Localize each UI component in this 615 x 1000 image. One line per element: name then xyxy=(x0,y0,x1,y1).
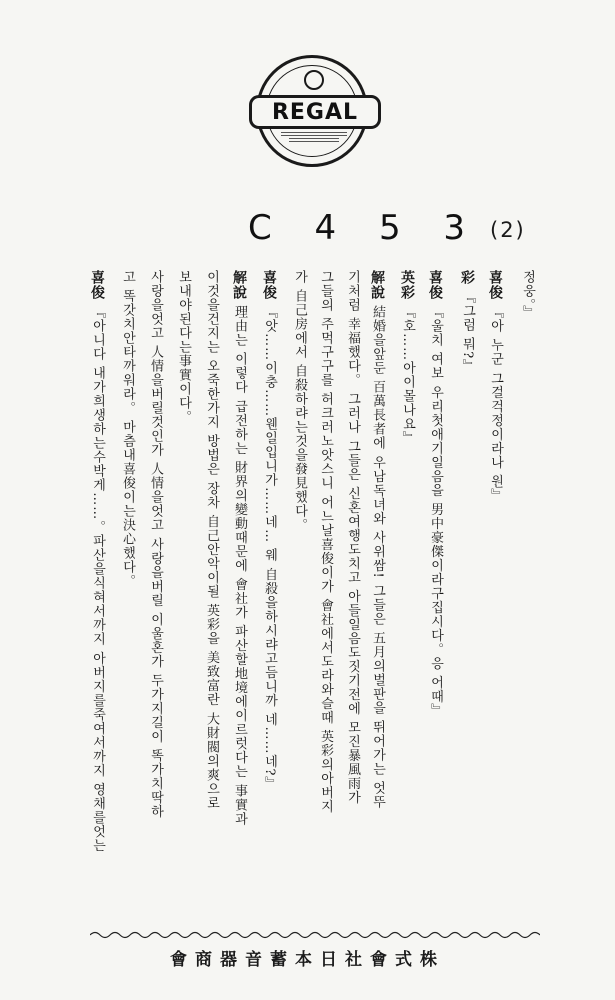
page-number: (2) xyxy=(490,218,526,242)
text-column xyxy=(262,270,276,791)
column-text: 사랑을엇고 人情을버릴것인가 人情을엇고 사랑을버릴 이울혼가 두가지길이 똑가치딱하 xyxy=(148,270,163,819)
text-column xyxy=(345,270,359,805)
text-column xyxy=(232,270,246,826)
text-column xyxy=(120,270,134,588)
column-text: 結婚을앞둔 百萬長者에 우남독녀와 사위쌈! 그들은 五月의벌판을 뛰어가는 엇뚜 xyxy=(370,305,385,810)
text-column xyxy=(428,270,442,718)
speaker-label: 解說 xyxy=(231,270,247,300)
column-text: 고 똑갓치안타까워라。 마츰내喜俊이는決心했다。 xyxy=(120,270,135,589)
speaker-label: 喜俊 xyxy=(89,270,105,300)
publisher-footer: 株式會社日本蓄音器商會 xyxy=(170,950,445,970)
regal-logo xyxy=(256,55,368,167)
speaker-label: 喜俊 xyxy=(261,270,277,300)
speaker-label: 解說 xyxy=(369,270,385,300)
speaker-label: 英彩 xyxy=(399,270,415,300)
column-text: 정웅。』 xyxy=(520,270,535,320)
catalog-number: C 4 5 3 xyxy=(248,208,482,248)
text-column xyxy=(370,270,384,809)
text-column xyxy=(148,270,162,819)
text-column xyxy=(90,270,104,853)
speaker-label: 喜俊 xyxy=(487,270,503,300)
column-text: 기처럼 幸福했다。 그러나 그들은 신혼여행도치고 아들일음도짓기전에 모진暴風雨가 xyxy=(345,270,360,805)
text-column xyxy=(292,270,306,532)
column-text: 『울치 여보 우리첫애기일음을 男中豪傑이라구집시다。응 어때』 xyxy=(428,305,443,718)
column-text: 이것을건지는 오죽한가지 방법은 장차 自己안악이될 英彩을 美致富란 大財閥의爽으로 xyxy=(204,270,219,810)
speaker-label: 喜俊 xyxy=(427,270,443,300)
text-column xyxy=(318,270,332,814)
column-text: 『아니다 내가희생하는수박게……。파산을식혀서까지 아버지를죽여서까지 영채를엇는 xyxy=(90,305,105,853)
column-text: 理由는 이렇다 급전하는 財界의變動때문에 會社가 파산할地境에이르럿다는 事實과 xyxy=(232,305,247,826)
logo-emblem-icon xyxy=(304,70,324,90)
text-column xyxy=(520,270,534,320)
column-text: 가 自己房에서 自殺하랴는것을發見했다。 xyxy=(292,270,307,533)
logo-band xyxy=(249,95,381,129)
speaker-label: 彩 xyxy=(459,270,475,285)
column-text: 그들의 주먹구구를 허크러노앗스니 어느날喜俊이가 會社에서도라와슬때 英彩의아버지 xyxy=(318,270,333,814)
column-text: 『아 누군 그걸걱정이라나 원』 xyxy=(488,305,503,503)
logo-word: REGAL xyxy=(271,99,359,125)
wavy-divider xyxy=(90,930,540,940)
text-column xyxy=(176,270,190,424)
column-text: 『호……아이몰나요』 xyxy=(400,305,415,446)
logo-fine-print xyxy=(281,132,347,136)
column-text: 『앗……이충……웬일입니가……네… 웨 自殺을하시랴고듬니까 네……네?』 xyxy=(262,305,277,791)
column-text: 보내야된다는事實이다。 xyxy=(176,270,191,424)
text-column xyxy=(400,270,414,445)
text-column xyxy=(460,270,474,373)
column-text: 『그럼 뭐?』 xyxy=(460,290,475,374)
logo-fine-print xyxy=(289,138,339,142)
text-column xyxy=(204,270,218,810)
text-column xyxy=(488,270,502,503)
